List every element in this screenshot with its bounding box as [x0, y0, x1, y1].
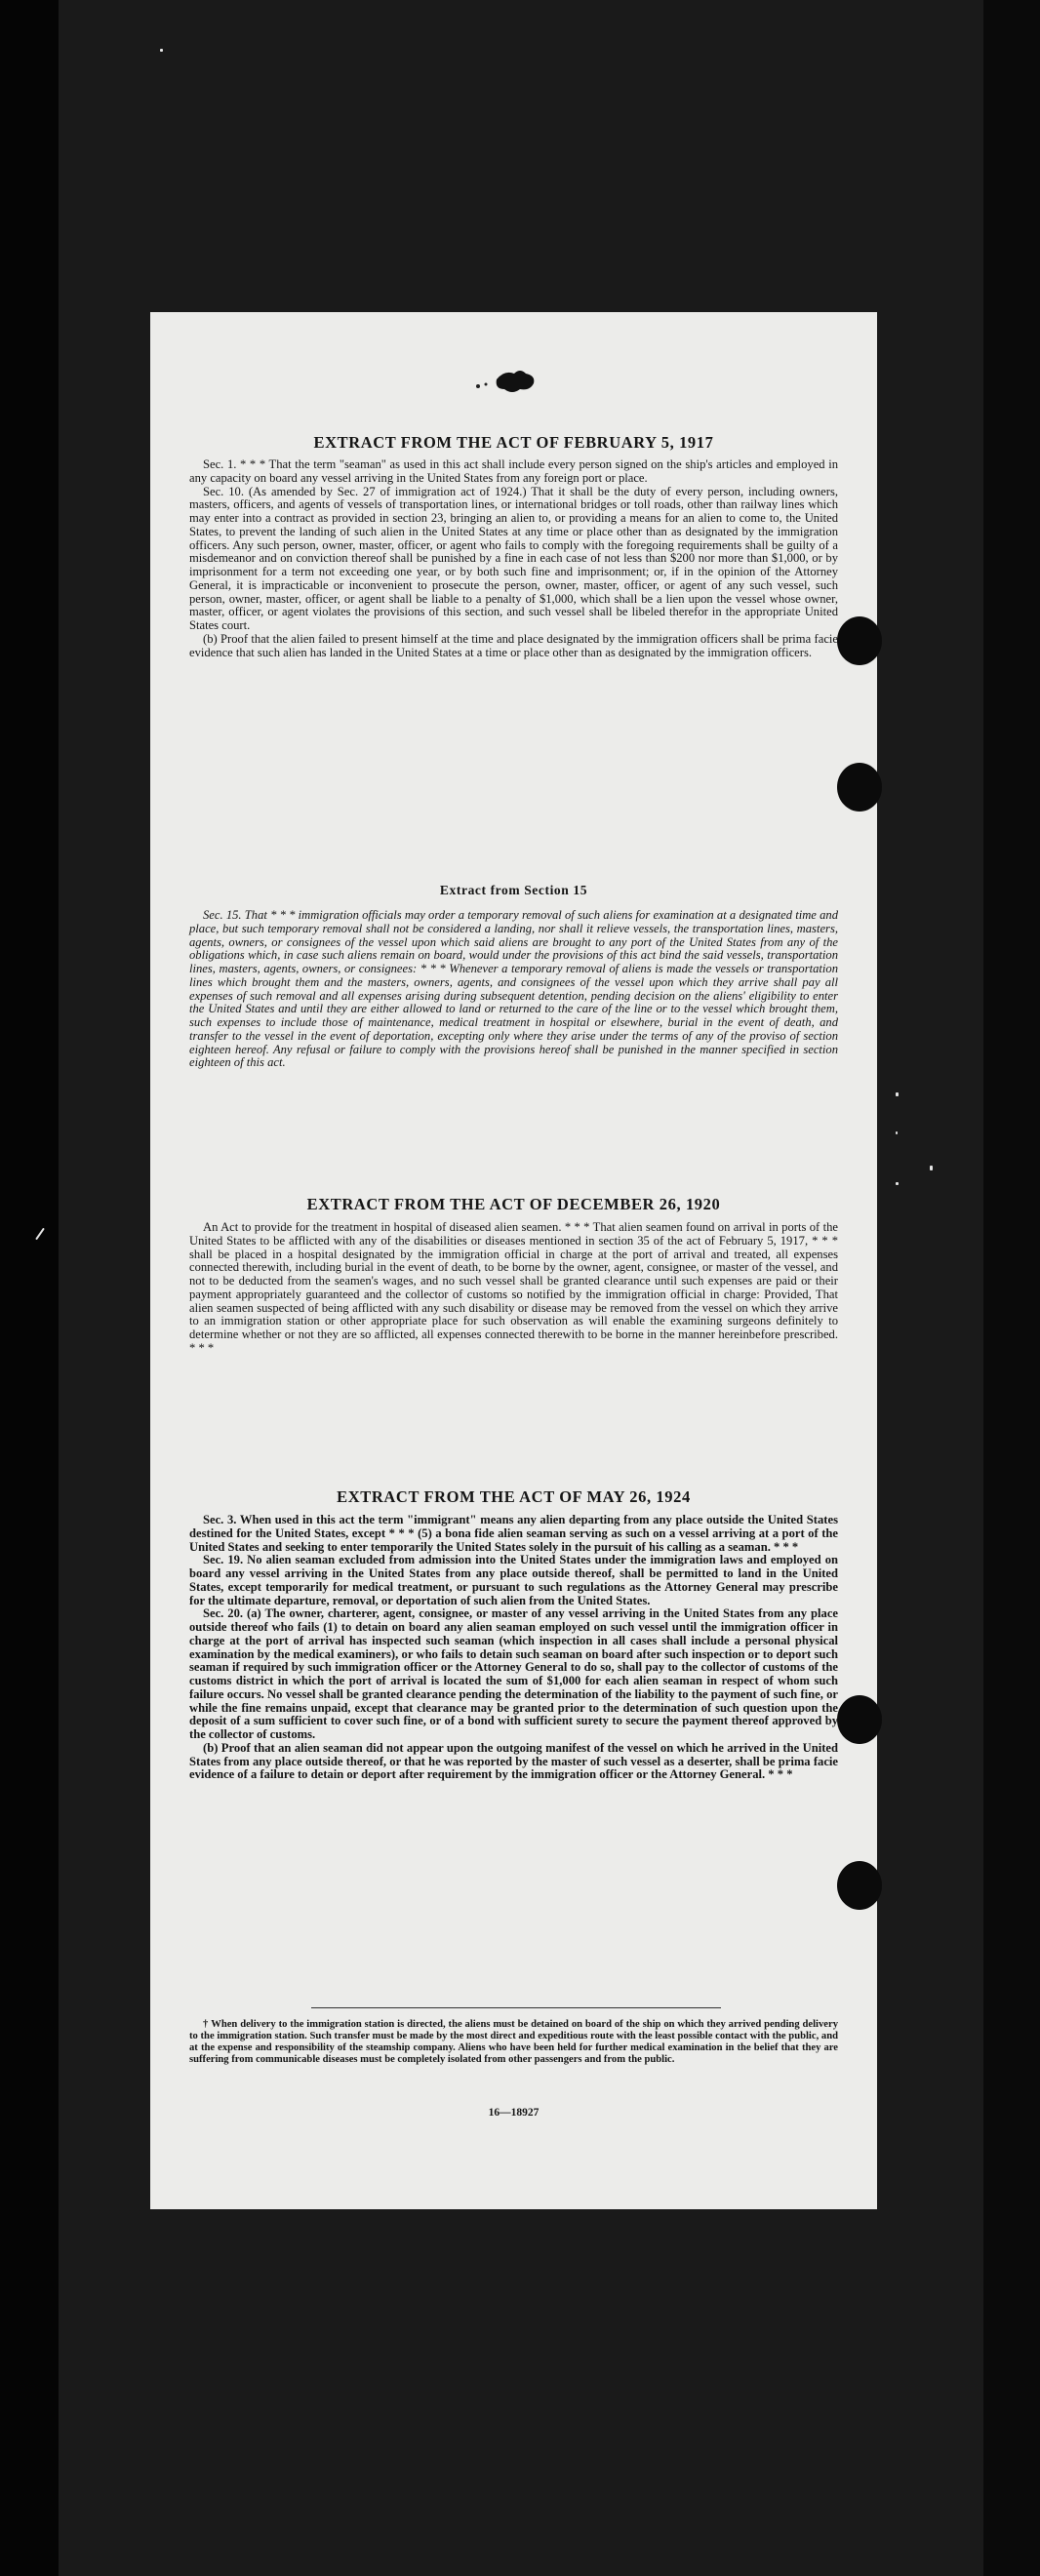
punch-hole	[837, 763, 882, 812]
film-speck	[896, 1182, 899, 1185]
paragraph: Sec. 1. * * * That the term "seaman" as used in this act shall include every person signed on the ship's articles and employed in any capacity on board any vessel arriving in the United States from any foreign port or place.	[189, 457, 838, 485]
punch-hole	[837, 1695, 882, 1744]
ink-blot	[150, 312, 877, 429]
form-number: 16—18927	[488, 2107, 540, 2119]
paragraph: Sec. 3. When used in this act the term "immigrant" means any alien departing from any place outside the United States destined for the United States, except * * * (5) a bona fide alien seaman serving as such on a vessel arriving at a port of the United States and seeking to enter temporarily the United States solely in the pursuit of his calling as a seaman. * * *	[189, 1513, 838, 1554]
heading-act-1917: EXTRACT FROM THE ACT OF FEBRUARY 5, 1917	[313, 433, 714, 452]
footnote	[189, 2019, 838, 2066]
footnote-text: † When delivery to the immigration station is directed, the aliens must be detained on board of the ship on which they arrived pending delivery to the immigration station. Such transfer must be made by the most direct and expeditious route with the least possible contact with the public, and at the expense and responsibility of the steamship company. Aliens who have been held for further medical examination in the belief that they are suffering from communicable diseases must be completely isolated from other passengers and from the public.	[189, 2019, 838, 2065]
section-1917-text	[189, 458, 838, 659]
film-border-left	[0, 0, 59, 2576]
paragraph: An Act to provide for the treatment in hospital of diseased alien seamen. * * * That alien seamen found on arrival in ports of the United States to be afflicted with any of the disabilities or diseases mentioned in section 35 of the act of February 5, 1917, * * * shall be placed in a hospital designated by the immigration official in charge at the port of arrival and treated, all expenses connected therewith, including burial in the event of death, to be borne by the owner, agent, consignee, or master of the vessel, and not to be deducted from the seamen's wages, and no such vessel shall be granted clearance until such expenses are paid or their payment appropriately guaranteed and the collector of customs so notified by the immigration official in charge: Provided, That alien seamen suspected of being afflicted with any such disability or disease may be removed from the vessel on which they arrive to an immigration station or other appropriate place for such observation as will enable the examining surgeons definitely to determine whether or not they are so afflicted, all expenses connected therewith to be borne in the manner hereinbefore prescribed. * * *	[189, 1220, 838, 1355]
act-1924-text	[189, 1514, 838, 1782]
document-page	[150, 312, 877, 2209]
film-speck	[930, 1166, 933, 1170]
heading-section-15: Extract from Section 15	[439, 883, 588, 897]
paragraph: Sec. 20. (a) The owner, charterer, agent, consignee, or master of any vessel arriving in the United States from any place outside thereof who fails (1) to detain on board any alien seaman employed on such vessel until the immigration officer in charge at the port of arrival has inspected such seaman (which inspection in all cases shall include a personal physical examination by the medical examiners), or who fails to detain such seaman on board after such inspection or to deport such seaman if required by such immigration officer or the Attorney General to do so, shall pay to the collector of customs of the customs district in which the port of arrival is located the sum of $1,000 for each alien seaman in respect of whom such failure occurs. No vessel shall be granted clearance pending the determination of the liability to the payment of such fine, or while the fine remains unpaid, except that clearance may be granted prior to the determination of such question upon the deposit of a sum sufficient to cover such fine, or of a bond with sufficient surety to secure the payment thereof approved by the collector of customs.	[189, 1606, 838, 1741]
act-1920-text	[189, 1221, 838, 1356]
paragraph: Sec. 15. That * * * immigration officials may order a temporary removal of such aliens for examination at a designated time and place, but such temporary removal shall not be considered a landing, nor shall it relieve vessels, the transportation lines, masters, agents, owners, or consignees of the vessel upon which said aliens are brought to any port of the United States from any of the obligations which, in case such aliens remain on board, would under the provisions of this act bind the said vessels, transportation lines, masters, agents, owners, or consignees: * * * Whenever a temporary removal of aliens is made the vessels or transportation lines which brought them and the masters, owners, agents, and consignees of the vessel upon which they arrive shall pay all expenses of such removal and all expenses arising during subsequent detention, pending decision on the aliens' eligibility to enter the United States and until they are either allowed to land or returned to the care of the line or to the vessel which brought them, such expenses to include those of maintenance, medical treatment in hospital or elsewhere, burial in the event of death, and transfer to the vessel in the event of deportation, excepting only where they arise under the terms of any of the proviso of section eighteen hereof. Any refusal or failure to comply with the provisions hereof shall be punished in the manner specified in section eighteen of this act.	[189, 908, 838, 1070]
paragraph: Sec. 19. No alien seaman excluded from admission into the United States under the immigration laws and employed on board any vessel arriving in the United States from any place outside thereof, shall be permitted to land in the United States, except temporarily for medical treatment, or pursuant to such regulations as the Attorney General may prescribe for the ultimate departure, removal, or deportation of such alien from the United States.	[189, 1553, 838, 1607]
heading-act-1920: EXTRACT FROM THE ACT OF DECEMBER 26, 1920	[306, 1195, 721, 1213]
paragraph: (b) Proof that an alien seaman did not appear upon the outgoing manifest of the vessel on which he arrived in the United States from any place outside thereof, or that he was reported by the master of such vessel as a deserter, shall be prima facie evidence of a failure to detain or deport after requirement by the immigration officer or the Attorney General. * * *	[189, 1740, 838, 1782]
film-speck	[896, 1092, 899, 1096]
paragraph: Sec. 10. (As amended by Sec. 27 of immigration act of 1924.) That it shall be the duty of every person, including owners, masters, officers, and agents of vessels of transportation lines, or international bridges or toll roads, other than railway lines which may enter into a contract as provided in section 23, bringing an alien to, or providing a means for an alien to come to, the United States, to prevent the landing of such alien in the United States at any time or place other than as designated by the immigration officers. Any such person, owner, master, officer, or agent who fails to comply with the foregoing requirements shall be guilty of a misdemeanor and on conviction thereof shall be punished by a fine in each case of not less than $200 nor more than $1,000, or by imprisonment for a term not exceeding one year, or by both such fine and imprisonment; or, if in the opinion of the Attorney General, it is impracticable or inconvenient to prosecute the person, owner, master, officer, or agent of any such vessel, such person, owner, master, officer, or agent shall be liable to a penalty of $1,000, which shall be a lien upon the vessel whose owner, master, officer, or agent violates the provisions of this section, and such vessel shall be libeled therefor in the appropriate United States court.	[189, 484, 838, 632]
heading-act-1924: EXTRACT FROM THE ACT OF MAY 26, 1924	[337, 1487, 691, 1506]
film-speck	[896, 1131, 898, 1134]
film-speck	[160, 49, 163, 52]
section-15-text	[189, 909, 838, 1070]
footnote-rule	[311, 2007, 721, 2008]
punch-hole	[837, 616, 882, 665]
film-border-right	[983, 0, 1040, 2576]
punch-hole	[837, 1861, 882, 1910]
paragraph: (b) Proof that the alien failed to present himself at the time and place designated by the immigration officers shall be prima facie evidence that such alien has landed in the United States at a time or place other than as designated by the immigration officers.	[189, 631, 838, 659]
